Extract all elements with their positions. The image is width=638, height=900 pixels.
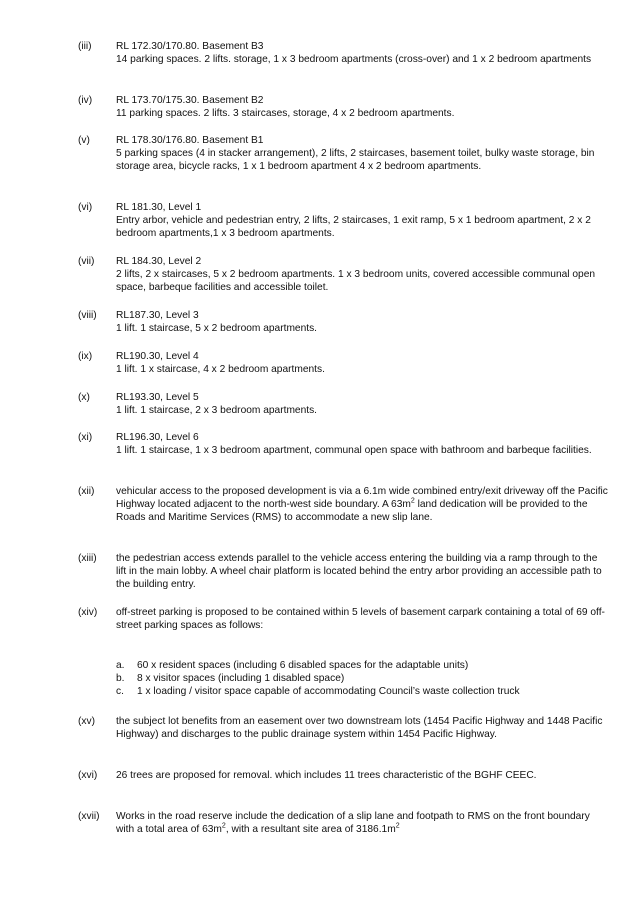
sublist-item: [116, 659, 616, 672]
item-number: (viii): [78, 310, 97, 321]
item-heading: RL196.30, Level 6: [116, 432, 199, 443]
item-number: (iii): [78, 41, 92, 52]
item-text: 1 lift. 1 staircase, 5 x 2 bedroom apartments.: [116, 323, 318, 334]
list-item: [78, 485, 608, 524]
list-item: [78, 810, 608, 836]
item-heading: RL187.30, Level 3: [116, 310, 199, 321]
item-heading: RL190.30, Level 4: [116, 351, 199, 362]
list-item: [78, 255, 608, 294]
parking-sublist: [116, 659, 616, 698]
item-heading: RL 173.70/175.30. Basement B2: [116, 95, 264, 106]
item-text: 26 trees are proposed for removal. which includes 11 trees characteristic of the BGHF CEEC.: [116, 770, 537, 781]
list-item: [78, 350, 608, 376]
item-number: (xvi): [78, 770, 98, 781]
list-item: [78, 391, 608, 417]
item-heading: RL193.30, Level 5: [116, 392, 199, 403]
sublist-text: 1 x loading / visitor space capable of accommodating Council’s waste collection truck: [137, 686, 520, 697]
item-number: (xvii): [78, 811, 100, 822]
item-text: Entry arbor, vehicle and pedestrian entry, 2 lifts, 2 staircases, 1 exit ramp, 5 x 1 bedroom apartment, 2 x 2 bedroom apartments,1 x 3 bedroom apartments.: [116, 215, 591, 239]
item-number: (ix): [78, 351, 93, 362]
list-item: [78, 769, 608, 782]
item-text: 2 lifts, 2 x staircases, 5 x 2 bedroom apartments. 1 x 3 bedroom units, covered accessible communal open space, barbeque facilities and accessible toilet.: [116, 269, 596, 293]
list-item: [78, 552, 608, 591]
list-item: [78, 40, 608, 66]
item-text: 1 lift. 1 staircase, 1 x 3 bedroom apartment, communal open space with bathroom and barbeque facilities.: [116, 445, 592, 456]
list-item: [78, 606, 608, 632]
item-text: the pedestrian access extends parallel to the vehicle access entering the building via a ramp through to the lift in the main lobby. A wheel chair platform is located behind the entry arbor providing an accessible path to the building entry.: [116, 553, 602, 590]
item-number: (vii): [78, 256, 95, 267]
item-text: off-street parking is proposed to be contained within 5 levels of basement carpark containing a total of 69 off-street parking spaces as follows:: [116, 607, 605, 631]
item-number: (xii): [78, 486, 95, 497]
sublist-item: [116, 685, 616, 698]
item-text: 5 parking spaces (4 in stacker arrangement), 2 lifts, 2 staircases, basement toilet, bulky waste storage, bin storage area, bicycle racks, 1 x 1 bedroom apartment 4 x 2 bedroom apartments.: [116, 148, 595, 172]
item-text: Works in the road reserve include the dedication of a slip lane and footpath to RMS on the front boundary with a total area of $63m^2$, with a resultant site area of $3186.1m^2$: [116, 811, 590, 835]
item-text: vehicular access to the proposed development is via a 6.1m wide combined entry/exit driveway off the Pacific Highway located adjacent to the north-west side boundary. A $63m^2$ land dedication will be provided to the Roads and Maritime Services (RMS) to accommodate a new slip lane.: [116, 486, 608, 523]
item-number: (xi): [78, 432, 93, 443]
sublist-letter: c.: [116, 686, 124, 697]
item-number: (v): [78, 135, 90, 146]
sublist-text: 60 x resident spaces (including 6 disabled spaces for the adaptable units): [137, 660, 469, 671]
item-number: (iv): [78, 95, 93, 106]
sublist-item: [116, 672, 616, 685]
item-heading: RL 184.30, Level 2: [116, 256, 202, 267]
list-item: [78, 715, 608, 741]
item-heading: RL 178.30/176.80. Basement B1: [116, 135, 264, 146]
list-item: [78, 201, 608, 240]
item-number: (x): [78, 392, 90, 403]
item-heading: RL 181.30, Level 1: [116, 202, 202, 213]
item-text: 11 parking spaces. 2 lifts. 3 staircases, storage, 4 x 2 bedroom apartments.: [116, 108, 455, 119]
item-number: (xv): [78, 716, 95, 727]
item-number: (vi): [78, 202, 93, 213]
item-text: 1 lift. 1 staircase, 2 x 3 bedroom apartments.: [116, 405, 318, 416]
list-item: [78, 134, 608, 173]
sublist-letter: b.: [116, 673, 125, 684]
list-item: [78, 309, 608, 335]
item-heading: RL 172.30/170.80. Basement B3: [116, 41, 264, 52]
item-text: 14 parking spaces. 2 lifts. storage, 1 x 3 bedroom apartments (cross-over) and 1 x 2 bedroom apartments: [116, 54, 592, 65]
sublist-letter: a.: [116, 660, 125, 671]
item-text: the subject lot benefits from an easement over two downstream lots (1454 Pacific Highway and 1448 Pacific Highway) and discharges to the public drainage system within 1454 Pacific Highway.: [116, 716, 603, 740]
item-number: (xiv): [78, 607, 98, 618]
list-item: [78, 431, 608, 457]
item-text: 1 lift. 1 x staircase, 4 x 2 bedroom apartments.: [116, 364, 325, 375]
item-number: (xiii): [78, 553, 97, 564]
list-item: [78, 94, 608, 120]
sublist-text: 8 x visitor spaces (including 1 disabled space): [137, 673, 345, 684]
